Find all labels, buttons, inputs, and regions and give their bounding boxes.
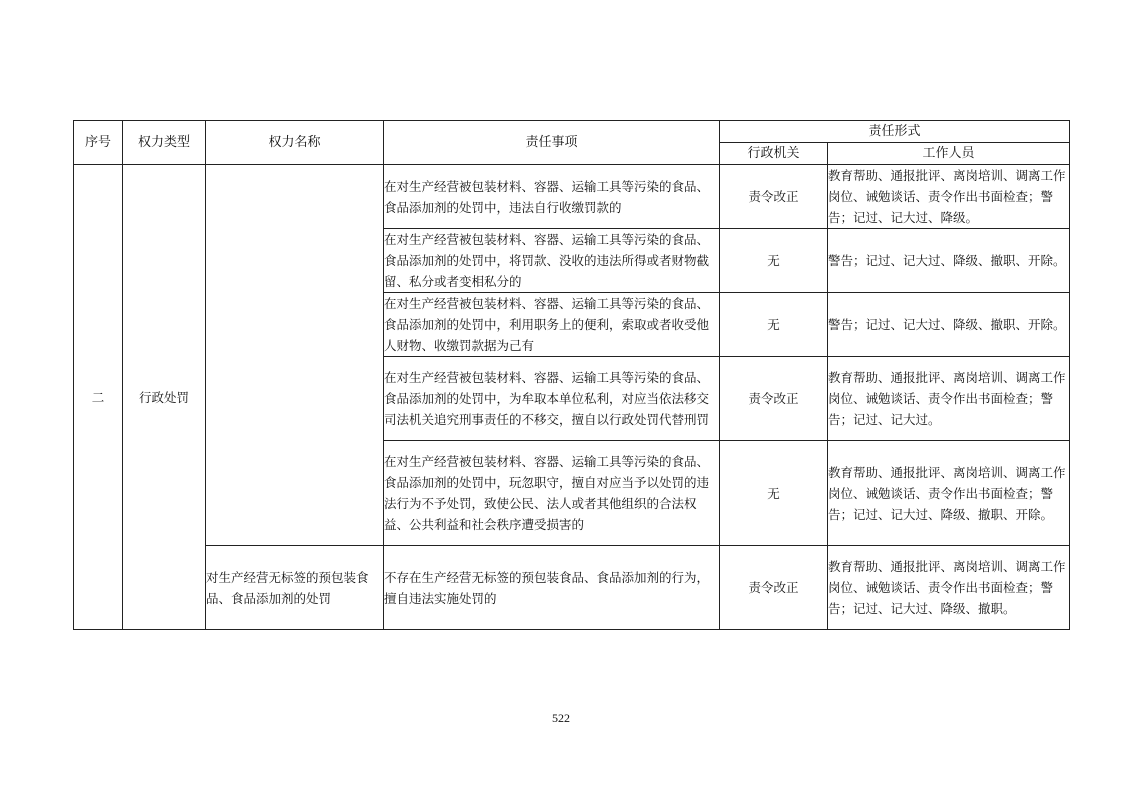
header-agency: 行政机关 [720,143,828,165]
matter-cell: 在对生产经营被包装材料、容器、运输工具等污染的食品、食品添加剂的处罚中，利用职务上的便利，索取或者收受他人财物、收缴罚款据为己有 [384,293,720,357]
header-power-type: 权力类型 [123,121,206,165]
agency-cell: 无 [720,229,828,293]
group-power-type: 行政处罚 [123,165,206,630]
staff-cell: 教育帮助、通报批评、离岗培训、调离工作岗位、诫勉谈话、责令作出书面检查；警告；记过、记大过、降级、撤职、开除。 [828,441,1070,546]
staff-cell: 教育帮助、通报批评、离岗培训、调离工作岗位、诫勉谈话、责令作出书面检查；警告；记过、记大过。 [828,357,1070,441]
matter-cell: 不存在生产经营无标签的预包装食品、食品添加剂的行为，擅自违法实施处罚的 [384,546,720,630]
matter-cell: 在对生产经营被包装材料、容器、运输工具等污染的食品、食品添加剂的处罚中，将罚款、没收的违法所得或者财物截留、私分或者变相私分的 [384,229,720,293]
staff-cell: 教育帮助、通报批评、离岗培训、调离工作岗位、诫勉谈话、责令作出书面检查；警告；记过、记大过、降级。 [828,165,1070,229]
power-name-empty [206,165,384,546]
header-form: 责任形式 [720,121,1070,143]
agency-cell: 责令改正 [720,546,828,630]
staff-cell: 教育帮助、通报批评、离岗培训、调离工作岗位、诫勉谈话、责令作出书面检查；警告；记过、记大过、降级、撤职。 [828,546,1070,630]
page-number: 522 [552,711,570,725]
staff-cell: 警告；记过、记大过、降级、撤职、开除。 [828,293,1070,357]
header-staff: 工作人员 [828,143,1070,165]
power-name-cell: 对生产经营无标签的预包装食品、食品添加剂的处罚 [206,546,384,630]
matter-cell: 在对生产经营被包装材料、容器、运输工具等污染的食品、食品添加剂的处罚中，玩忽职守，擅自对应当予以处罚的违法行为不予处罚，致使公民、法人或者其他组织的合法权益、公共利益和社会秩序遭受损害的 [384,441,720,546]
table-row [74,546,1070,630]
matter-cell: 在对生产经营被包装材料、容器、运输工具等污染的食品、食品添加剂的处罚中，违法自行收缴罚款的 [384,165,720,229]
agency-cell: 责令改正 [720,357,828,441]
group-seq: 二 [74,165,123,630]
table-row [74,165,1070,229]
header-row-1 [74,121,1070,143]
agency-cell: 责令改正 [720,165,828,229]
matter-cell: 在对生产经营被包装材料、容器、运输工具等污染的食品、食品添加剂的处罚中，为牟取本单位私利，对应当依法移交司法机关追究刑事责任的不移交，擅自以行政处罚代替刑罚 [384,357,720,441]
staff-cell: 警告；记过、记大过、降级、撤职、开除。 [828,229,1070,293]
agency-cell: 无 [720,441,828,546]
header-power-name: 权力名称 [206,121,384,165]
responsibility-table [73,120,1070,630]
agency-cell: 无 [720,293,828,357]
header-seq: 序号 [74,121,123,165]
header-matters: 责任事项 [384,121,720,165]
